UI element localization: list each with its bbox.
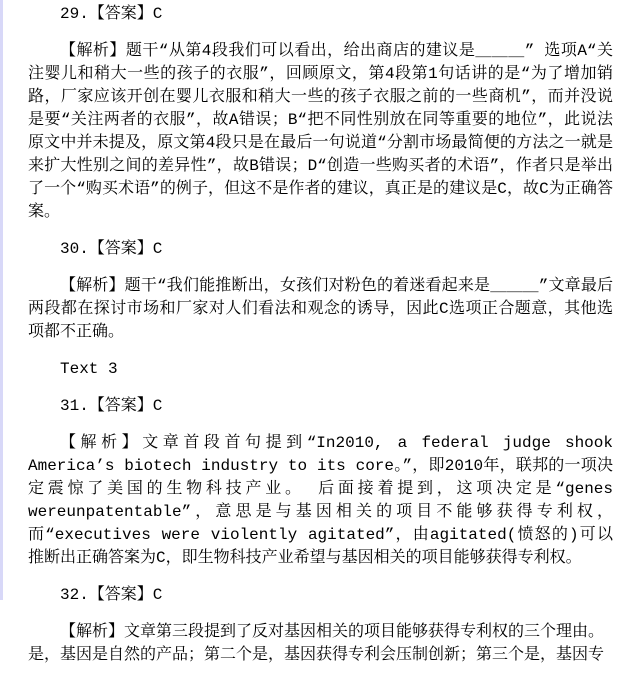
answer-32-analysis-line2: 是，基因是自然的产品；第二个是，基因获得专利会压制创新；第三个是，基因专 [28,646,605,664]
answer-31-analysis: 【解析】文章首段首句提到“In2010, a federal judge shook America’s biotech industry to its core。”，即2010年，联邦的一项决定震惊了美国的生物科技产业。 后面接着提到，这项决定是“genes wereunpatentable”，意思是与基因相关的项目不能够获得专利权，而“executives were violently agitated”，由agitated(愤怒的)可以推断出正确答案为C，即生物科技产业希望与基因相关的项目能够获得专利权。 [28,434,613,567]
answer-32-heading: 32.【答案】C [60,586,163,604]
answer-31-heading: 31.【答案】C [60,397,163,415]
answer-32-analysis-line1: 【解析】文章第三段提到了反对基因相关的项目能够获得专利权的三个理由。 [60,623,605,641]
text3-label: Text 3 [60,360,118,378]
answer-30-heading: 30.【答案】C [60,240,163,258]
answer-29-analysis: 【解析】题干“从第4段我们可以看出，给出商店的建议是＿＿＿” 选项A“关注婴儿和稍大一些的孩子的衣服”，回顾原文，第4段第1句话讲的是“为了增加销路，厂家应该开创在婴儿衣服和稍大一些的孩子衣服之前的一些商机”，而并没说是要“关注两者的衣服”，故A错误；B“把不同性别放在同等重要的地位”，此说法原文中并未提及，原文第4段只是在最后一句说道“分割市场最简便的方法之一就是来扩大性别之间的差异性”，故B错误；D“创造一些购买者的术语”，作者只是举出了一个“购买术语”的例子，但这不是作者的建议，真正是的建议是C，故C为正确答案。 [28,42,613,221]
answer-29-heading: 29.【答案】C [60,5,163,23]
answer-30-analysis: 【解析】题干“我们能推断出，女孩们对粉色的着迷看起来是＿＿＿”文章最后两段都在探讨市场和厂家对人们看法和观念的诱导，因此C选项正合题意，其他选项都不正确。 [28,277,613,341]
